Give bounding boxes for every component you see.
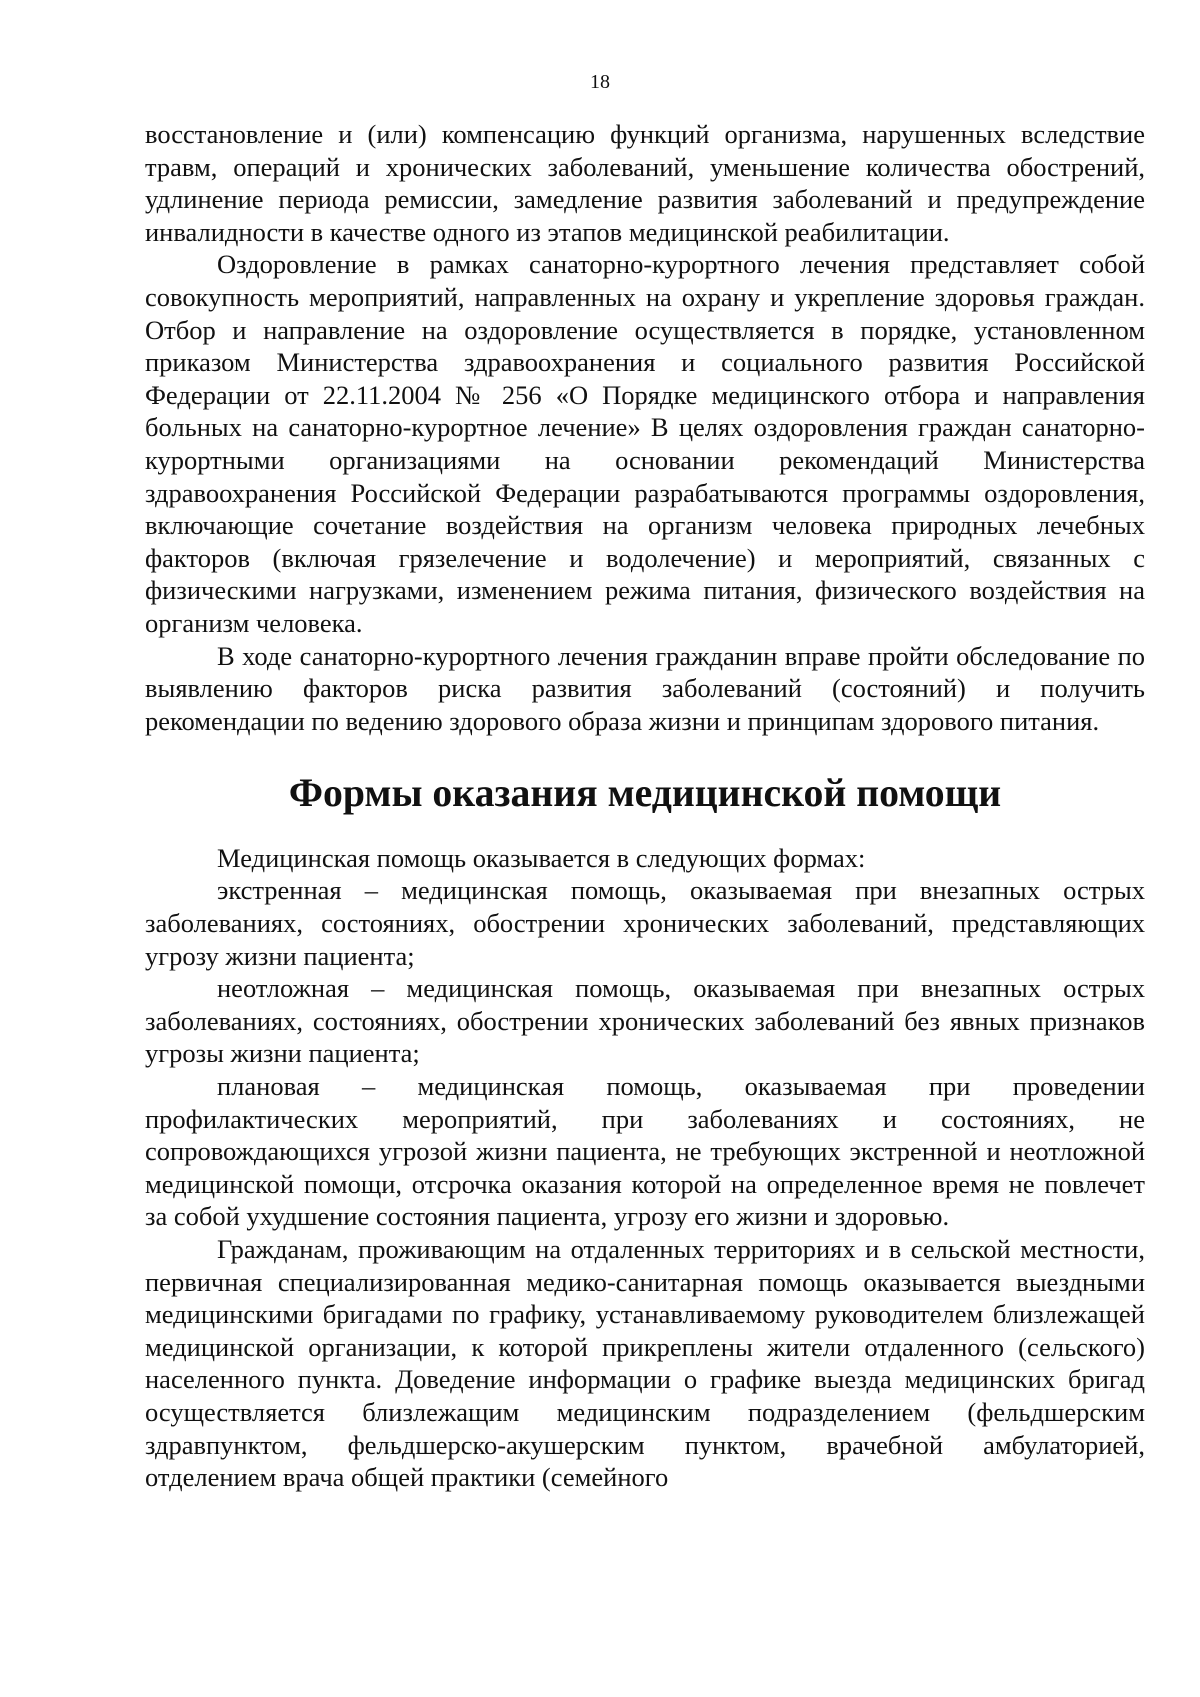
paragraph-sanatorium-examination: В ходе санаторно-курортного лечения гражданин вправе пройти обследование по выявлению факторов риска развития заболеваний (состояний) и получить рекомендации по ведению здорового образа жизни и принципам здорового питания. [145, 640, 1145, 736]
page-number: 18 [590, 71, 610, 93]
document-body [145, 118, 1145, 1494]
paragraph-rural-care: Гражданам, проживающим на отдаленных территориях и в сельской местности, первичная специализированная медико-санитарная помощь оказывается выездными медицинскими бригадами по графику, устанавливаемому руководителем близлежащей медицинской организации, к которой прикреплены жители отдаленного (сельского) населенного пункта. Доведение информации о графике выезда медицинских бригад осуществляется близлежащим медицинским подразделением (фельдшерским здравпунктом, фельдшерско-акушерским пунктом, врачебной амбулаторией, отделением врача общей практики (семейного [145, 1234, 1145, 1493]
paragraph-planned-form: плановая – медицинская помощь, оказываемая при проведении профилактических мероприятий, при заболеваниях и состояниях, не сопровождающихся угрозой жизни пациента, не требующих экстренной и неотложной медицинской помощи, отсрочка оказания которой на определенное время не повлечет за собой ухудшение состояния пациента, угрозу его жизни и здоровью. [145, 1071, 1145, 1232]
paragraph-emergency-form: экстренная – медицинская помощь, оказываемая при внезапных острых заболеваниях, состояниях, обострении хронических заболеваний, представляющих угрозу жизни пациента; [145, 875, 1145, 971]
section-heading: Формы оказания медицинской помощи [288, 771, 1002, 816]
paragraph-urgent-form: неотложная – медицинская помощь, оказываемая при внезапных острых заболеваниях, состояниях, обострении хронических заболеваний без явных признаков угрозы жизни пациента; [145, 973, 1145, 1069]
paragraph-forms-intro: Медицинская помощь оказывается в следующих формах: [217, 842, 866, 873]
paragraph-continuation: восстановление и (или) компенсацию функций организма, нарушенных вследствие травм, операций и хронических заболеваний, уменьшение количества обострений, удлинение периода ремиссии, замедление развития заболеваний и предупреждение инвалидности в качестве одного из этапов медицинской реабилитации. [145, 119, 1145, 247]
paragraph-health-improvement: Оздоровление в рамках санаторно-курортного лечения представляет собой совокупность мероприятий, направленных на охрану и укрепление здоровья граждан. Отбор и направление на оздоровление осуществляется в порядке, установленном приказом Министерства здравоохранения и социального развития Российской Федерации от 22.11.2004 № 256 «О Порядке медицинского отбора и направления больных на санаторно-курортное лечение» В целях оздоровления граждан санаторно-курортными организациями на основании рекомендаций Министерства здравоохранения Российской Федерации разрабатываются программы оздоровления, включающие сочетание воздействия на организм человека природных лечебных факторов (включая грязелечение и водолечение) и мероприятий, связанных с физическими нагрузками, изменением режима питания, физического воздействия на организм человека. [145, 249, 1145, 638]
